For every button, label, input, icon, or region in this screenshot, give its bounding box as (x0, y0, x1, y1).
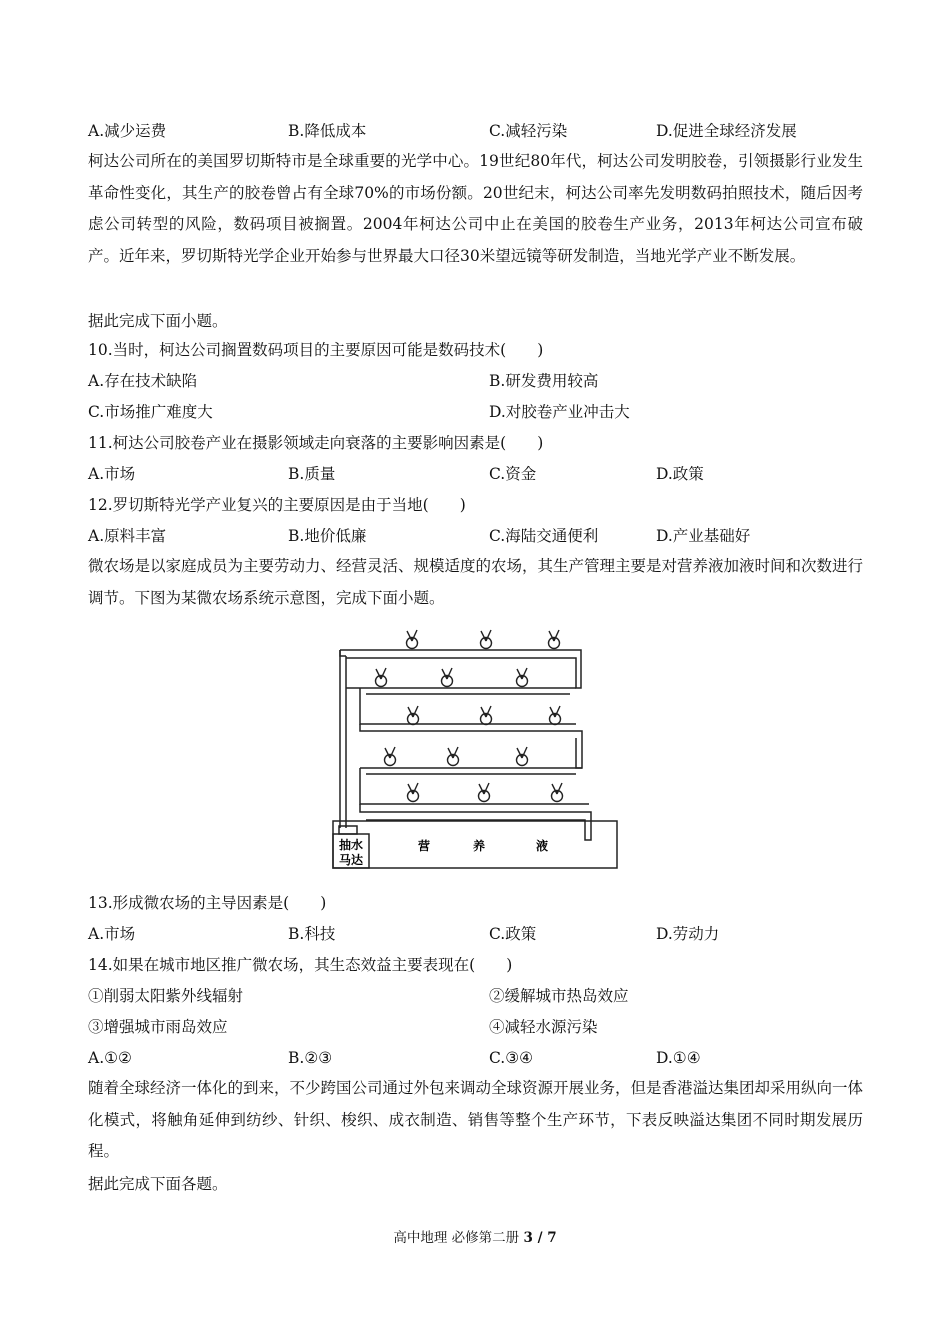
plants (376, 630, 563, 802)
nutrient-label-1: 营 (417, 839, 431, 853)
q11-option-c: C.资金 (489, 465, 537, 483)
plant (442, 668, 453, 687)
pump-label-line2: 马达 (338, 853, 364, 867)
q12-option-d: D.产业基础好 (656, 527, 751, 545)
page-footer (0, 1226, 950, 1246)
esquel-material: 随着全球经济一体化的到来，不少跨国公司通过外包来调动全球资源开展业务，但是香港溢达集团却采用纵向一体化模式，将触角延伸到纺纱、针织、梭织、成衣制造、销售等整个生产环节，下表反映溢达集团不同时期发展历程。 (88, 1079, 864, 1160)
q10-option-b: B.研发费用较高 (489, 372, 599, 390)
instruction-2: 据此完成下面各题。 (88, 1175, 228, 1193)
q10-option-c: C.市场推广难度大 (88, 403, 213, 421)
q14-statement-2: ②缓解城市热岛效应 (489, 987, 629, 1005)
plant (376, 668, 387, 687)
page-number: 3 (523, 1230, 533, 1246)
plant (479, 783, 490, 802)
q13-option-c: C.政策 (489, 925, 537, 943)
plant (385, 747, 396, 766)
q11-option-d: D.政策 (656, 465, 704, 483)
plant (408, 706, 419, 725)
plant (448, 747, 459, 766)
q9-option-d: D.促进全球经济发展 (656, 122, 797, 140)
plant (549, 630, 560, 649)
q13-option-d: D.劳动力 (656, 925, 720, 943)
pump-label-line1: 抽水 (338, 838, 364, 852)
q14-option-a: A.①② (88, 1049, 132, 1067)
q13-stem: 13.形成微农场的主导因素是( ) (88, 894, 327, 912)
q12-option-c: C.海陆交通便利 (489, 527, 599, 545)
page-total: 7 (547, 1230, 557, 1246)
plant (517, 668, 528, 687)
q14-option-c: C.③④ (489, 1049, 534, 1067)
kodak-material: 柯达公司所在的美国罗切斯特市是全球重要的光学中心。19世纪80年代，柯达公司发明胶卷，引领摄影行业发生革命性变化，其生产的胶卷曾占有全球70%的市场份额。20世纪末，柯达公司率先发明数码拍照技术，随后因考虑公司转型的风险，数码项目被搁置。2004年柯达公司中止在美国的胶卷生产业务，2013年柯达公司宣布破产。近年来，罗切斯特光学企业开始参与世界最大口径30米望远镜等研发制造，当地光学产业不断发展。 (88, 152, 863, 265)
q14-statement-3: ③增强城市雨岛效应 (88, 1018, 228, 1036)
q14-option-d: D.①④ (656, 1049, 701, 1067)
page-separator: / (532, 1230, 548, 1246)
plant (481, 630, 492, 649)
q14-stem: 14.如果在城市地区推广微农场，其生态效益主要表现在( ) (88, 956, 513, 974)
footer-title: 高中地理 必修第二册 (393, 1230, 520, 1246)
q14-option-b: B.②③ (288, 1049, 333, 1067)
plant (552, 783, 563, 802)
microfarm-diagram (329, 628, 619, 873)
microfarm-material: 微农场是以家庭成员为主要劳动力、经营灵活、规模适度的农场，其生产管理主要是对营养液加液时间和次数进行调节。下图为某微农场系统示意图，完成下面小题。 (88, 557, 864, 607)
instruction-1: 据此完成下面小题。 (88, 312, 228, 330)
q10-option-d: D.对胶卷产业冲击大 (489, 403, 630, 421)
q11-stem: 11.柯达公司胶卷产业在摄影领域走向衰落的主要影响因素是( ) (88, 434, 544, 452)
nutrient-label-2: 养 (472, 839, 486, 853)
q13-option-b: B.科技 (288, 925, 336, 943)
q11-option-a: A.市场 (88, 465, 136, 483)
plant (550, 706, 561, 725)
q10-stem: 10.当时，柯达公司搁置数码项目的主要原因可能是数码技术( ) (88, 341, 544, 359)
q11-option-b: B.质量 (288, 465, 336, 483)
q12-option-b: B.地价低廉 (288, 527, 367, 545)
plant (408, 783, 419, 802)
q14-statement-4: ④减轻水源污染 (489, 1018, 598, 1036)
q14-statement-1: ①削弱太阳紫外线辐射 (88, 987, 244, 1005)
plant (517, 747, 528, 766)
q10-option-a: A.存在技术缺陷 (88, 372, 198, 390)
q13-option-a: A.市场 (88, 925, 136, 943)
plant (407, 630, 418, 649)
q9-option-c: C.减轻污染 (489, 122, 568, 140)
q9-option-b: B.降低成本 (288, 122, 367, 140)
plant (481, 706, 492, 725)
q12-stem: 12.罗切斯特光学产业复兴的主要原因是由于当地( ) (88, 496, 466, 514)
q12-option-a: A.原料丰富 (88, 527, 167, 545)
q9-option-a: A.减少运费 (88, 122, 167, 140)
nutrient-label-3: 液 (535, 839, 549, 853)
